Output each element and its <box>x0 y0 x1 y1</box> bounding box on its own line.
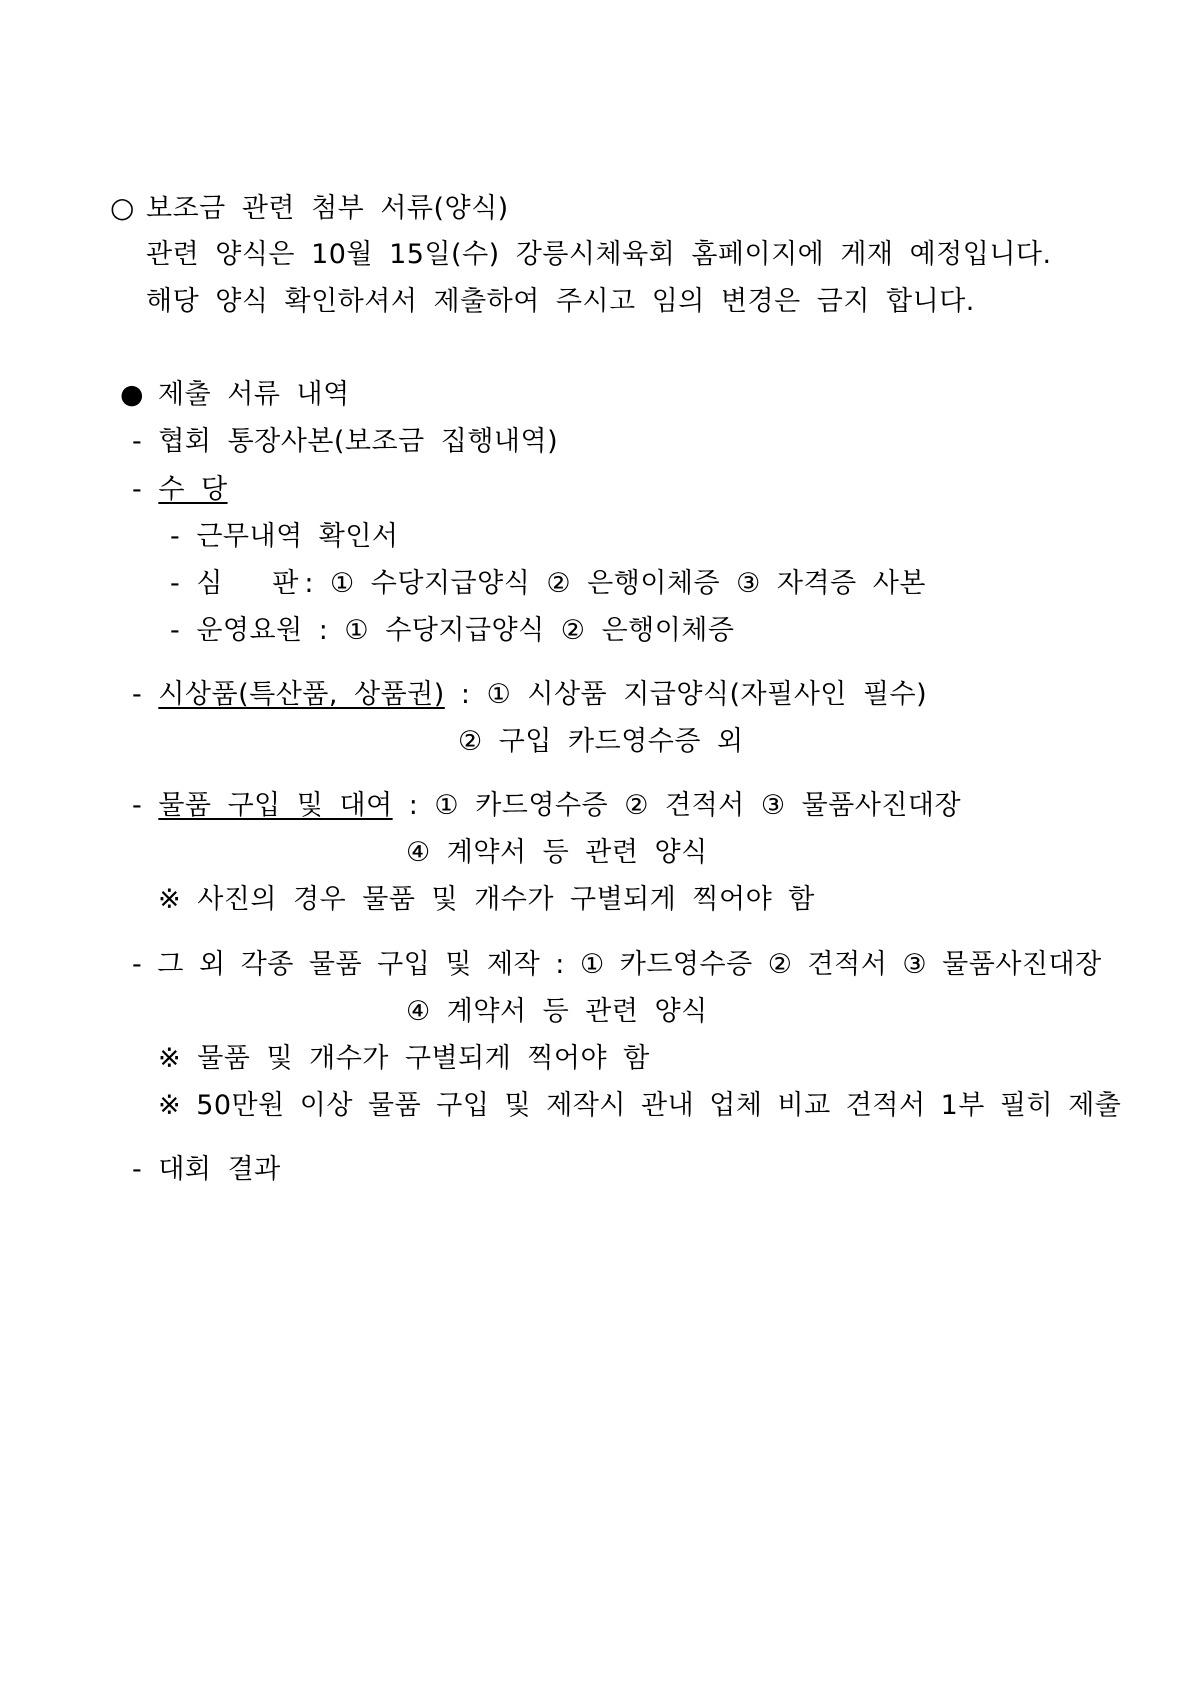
item-prizes-dash: - <box>132 679 159 710</box>
item-results: - 대회 결과 <box>132 1154 281 1185</box>
allowance-sub-judge-dash: - <box>170 568 197 599</box>
item-prizes-line2: ② 구입 카드영수증 외 <box>458 726 744 757</box>
item-other-goods-line2: ④ 계약서 등 관련 양식 <box>406 996 708 1027</box>
filled-circle-icon: ● <box>120 379 145 410</box>
section1-heading <box>110 190 509 227</box>
allowance-sub-staff: - 운영요원 : ① 수당지급양식 ② 은행이체증 <box>170 615 735 646</box>
item-goods-rental-line2: ④ 계약서 등 관련 양식 <box>406 837 708 868</box>
item-prizes-rest: : ① 시상품 지급양식(자필사인 필수) <box>444 679 928 710</box>
item-allowance <box>132 472 228 508</box>
section2-heading <box>120 377 350 413</box>
allowance-sub-judge <box>170 566 926 602</box>
allowance-sub-judge-rest: : ① 수당지급양식 ② 은행이체증 ③ 자격증 사본 <box>304 568 926 599</box>
item-other-goods-note2: ※ 50만원 이상 물품 구입 및 제작시 관내 업체 비교 견적서 1부 필히 제출 <box>158 1090 1122 1121</box>
item-allowance-title: 수 당 <box>158 474 228 505</box>
section1-line1: 관련 양식은 10월 15일(수) 강릉시체육회 홈페이지에 게재 예정입니다. <box>146 239 1052 270</box>
section1-line2: 해당 양식 확인하셔서 제출하여 주시고 임의 변경은 금지 합니다. <box>146 286 975 317</box>
allowance-sub-judge-label <box>196 566 304 602</box>
item-goods-rental <box>132 788 961 824</box>
item-other-goods-note1: ※ 물품 및 개수가 구별되게 찍어야 함 <box>158 1043 650 1074</box>
hollow-circle-icon: ○ <box>110 191 135 224</box>
section1-heading-text: 보조금 관련 첨부 서류(양식) <box>146 193 509 224</box>
item-goods-rental-rest: : ① 카드영수증 ② 견적서 ③ 물품사진대장 <box>392 790 962 821</box>
item-prizes <box>132 677 927 713</box>
section2-heading-text: 제출 서류 내역 <box>158 379 350 410</box>
allowance-sub-work-record: - 근무내역 확인서 <box>170 521 399 552</box>
judge-label-b: 판 <box>272 568 299 599</box>
item-bank-copy: - 협회 통장사본(보조금 집행내역) <box>132 426 559 457</box>
judge-label-a: 심 <box>196 568 223 599</box>
item-goods-rental-title: 물품 구입 및 대여 <box>158 790 393 821</box>
item-allowance-dash: - <box>132 474 159 505</box>
item-prizes-title: 시상품(특산품, 상품권) <box>158 679 445 710</box>
item-other-goods: - 그 외 각종 물품 구입 및 제작 : ① 카드영수증 ② 견적서 ③ 물품사진대장 <box>132 949 1102 980</box>
item-goods-rental-note: ※ 사진의 경우 물품 및 개수가 구별되게 찍어야 함 <box>158 884 815 915</box>
item-goods-rental-dash: - <box>132 790 159 821</box>
